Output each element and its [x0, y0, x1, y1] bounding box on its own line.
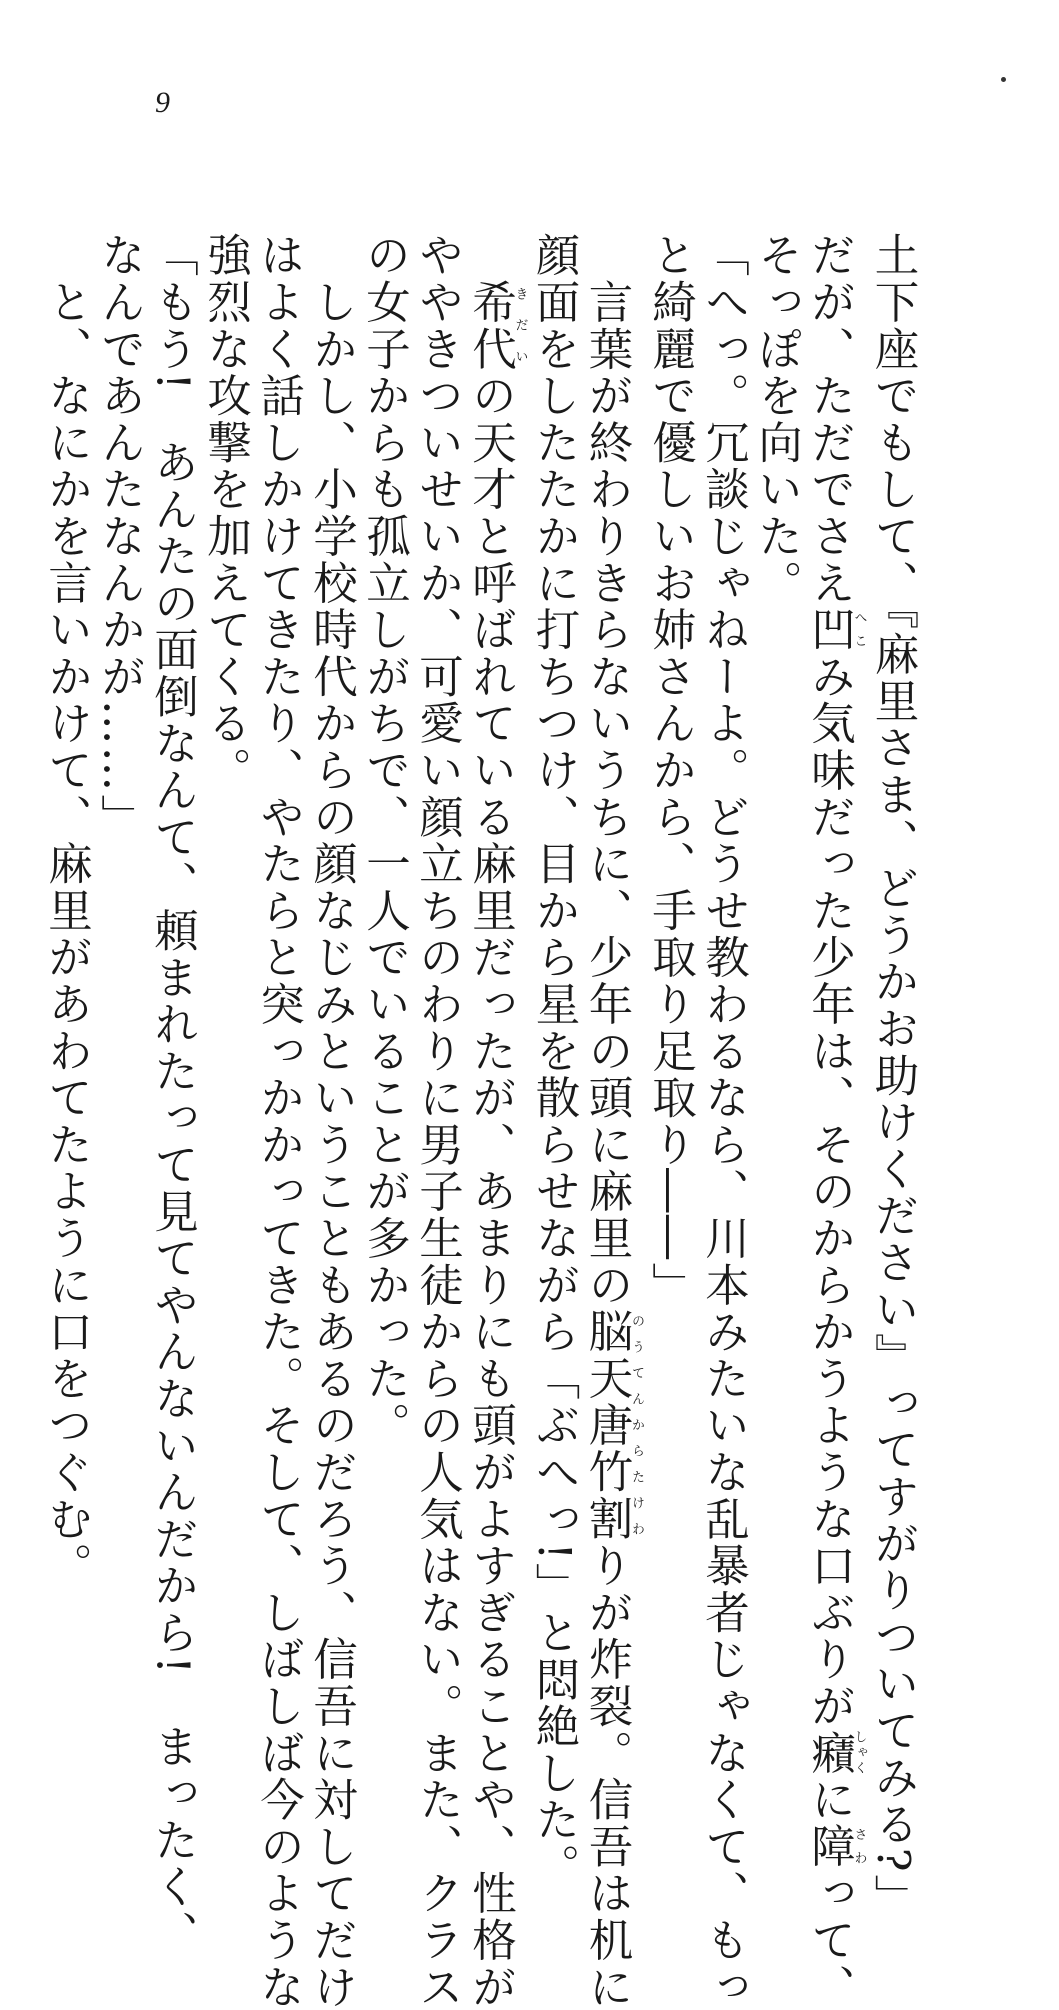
text-segment: そっぽを向いた。 — [750, 232, 802, 607]
text-segment: 強烈な攻撃を加えてくる。 — [199, 232, 251, 794]
text-segment: りが炸裂。信吾は机に — [581, 1542, 632, 2010]
text-line — [411, 232, 464, 2010]
ruby-reading: さわ — [851, 1823, 867, 1871]
text-line — [644, 232, 697, 1532]
text-line — [866, 232, 919, 1921]
text-line — [40, 232, 93, 1590]
text-line — [252, 232, 305, 2010]
text-segment: と綺麗で優しいお姉さんから、手取り足取り――」 — [644, 232, 696, 1309]
ruby-word — [803, 1823, 867, 1871]
ruby-word — [464, 278, 528, 373]
text-segment: 土下座でもして、『麻里さま、どうかお助けください』ってすがりついてみる?」 — [867, 232, 918, 1921]
text-segment — [465, 232, 516, 279]
text-segment: 「もう! あんたの面倒なんて、頼まれたって見てやんないんだから! まったく、 — [146, 232, 198, 1958]
text-line — [305, 232, 358, 2010]
ruby-word — [803, 606, 867, 654]
ruby-base: 癪 — [803, 1729, 855, 1777]
text-segment: 顔面をしたたかに打ちつけ、目から星を散らせながら「ぶへっ!」と悶絶した。 — [528, 232, 579, 1891]
text-line — [358, 232, 411, 1532]
text-segment: の女子からも孤立しがちで、一人でいることが多かった。 — [358, 232, 410, 1449]
ruby-base: 希代 — [464, 278, 516, 373]
text-segment: なんであんたなんかが……」 — [93, 232, 145, 841]
text-segment: だが、ただでさえ — [803, 232, 855, 607]
ruby-word — [581, 1308, 644, 1543]
ruby-reading: きだい — [512, 278, 528, 373]
ruby-word — [803, 1729, 867, 1777]
text-segment: に — [803, 1776, 855, 1824]
text-line — [464, 232, 528, 2010]
ruby-reading: しゃく — [851, 1729, 867, 1777]
text-segment: ややきついせいか、可愛い顔立ちのわりに男子生徒からの人気はない。また、クラス — [411, 232, 463, 2010]
text-segment: って、 — [803, 1870, 855, 2010]
ruby-base: 障 — [803, 1823, 855, 1871]
text-line — [580, 232, 644, 2010]
text-segment: み気味だった少年は、そのからかうような口ぶりが — [803, 653, 855, 1730]
ruby-base: 凹 — [803, 606, 855, 654]
page-mark-dot — [1001, 77, 1006, 82]
text-segment: しかし、小学校時代からの顔なじみということもあるのだろう、信吾に対してだけ — [305, 232, 357, 2010]
text-line — [527, 232, 580, 1891]
text-segment: の天才と呼ばれている麻里だったが、あまりにも頭がよすぎることや、性格が — [464, 372, 516, 2010]
text-segment: と、なにかを言いかけて、麻里があわてたように口をつぐむ。 — [40, 232, 92, 1590]
text-line — [803, 232, 867, 2010]
page-number: 9 — [155, 86, 170, 119]
text-segment: 言葉が終わりきらないうちに、少年の頭に麻里の — [581, 232, 632, 1309]
text-line — [750, 232, 803, 1532]
ruby-reading: へこ — [851, 606, 867, 654]
text-line — [697, 232, 750, 2010]
ruby-base: 脳天唐竹割 — [581, 1308, 632, 1543]
vertical-text-block — [40, 232, 920, 2010]
text-segment: 「へっ。冗談じゃねーよ。どうせ教わるなら、川本みたいな乱暴者じゃなくて、もっ — [697, 232, 749, 2010]
text-line — [146, 232, 199, 1958]
text-segment: はよく話しかけてきたり、やたらと突っかかってきた。そして、しばしば今のような — [252, 232, 304, 2010]
text-line — [199, 232, 252, 1532]
ruby-reading: のうてんからたけわ — [629, 1308, 644, 1543]
text-line — [93, 232, 146, 1532]
